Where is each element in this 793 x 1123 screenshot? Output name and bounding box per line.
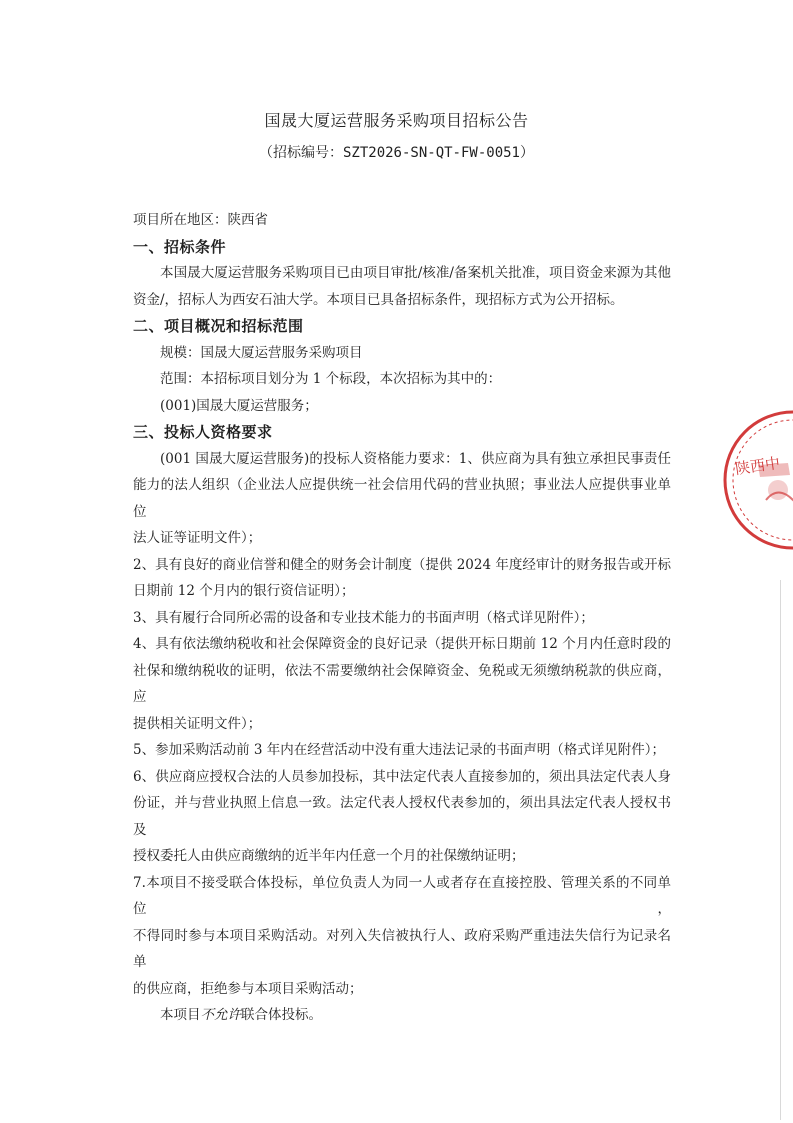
section-3-line-11: 6、供应商应授权合法的人员参加投标，其中法定代表人直接参加的，须出具法定代表人身	[133, 768, 671, 785]
section-3-line-8: 社保和缴纳税收的证明，依法不需要缴纳社会保障资金、免税或无须缴纳税款的供应商，应	[133, 662, 671, 705]
section-3-line-5: 日期前 12 个月内的银行资信证明）；	[133, 583, 355, 599]
section-3-line-14: 7.本项目不接受联合体投标，单位负责人为同一人或者存在直接控股、管理关系的不同单位，	[133, 874, 671, 917]
section-3-line-3: 法人证等证明文件）；	[133, 530, 262, 546]
section-3-line-2: 能力的法人组织（企业法人应提供统一社会信用代码的营业执照；事业法人应提供事业单位	[133, 477, 671, 520]
section-heading-3: 三、投标人资格要求	[133, 423, 273, 441]
section-1-line-2: 资金/，招标人为西安石油大学。本项目已具备招标条件，现招标方式为公开招标。	[133, 291, 624, 308]
section-3-line-10: 5、参加采购活动前 3 年内在经营活动中没有重大违法记录的书面声明（格式详见附件）；	[133, 742, 666, 758]
closing-prefix: 本项目	[160, 1007, 201, 1023]
page-edge-line	[780, 580, 781, 1120]
section-2-line-3: (001)国晟大厦运营服务；	[160, 397, 318, 414]
section-3-line-9: 提供相关证明文件）；	[133, 715, 262, 732]
section-1-line-1: 本国晟大厦运营服务采购项目已由项目审批/核准/备案机关批准，项目资金来源为其他	[160, 265, 671, 281]
closing-emphasis: 不允许	[200, 1007, 241, 1023]
seal-text: 陕西中	[734, 453, 782, 479]
section-2-line-2: 范围：本招标项目划分为 1 个标段，本次招标为其中的：	[160, 371, 502, 387]
section-3-line-1: (001 国晟大厦运营服务)的投标人资格能力要求：1、供应商为具有独立承担民事责任	[160, 450, 671, 467]
section-3-line-12: 份证，并与营业执照上信息一致。法定代表人授权代表参加的，须出具法定代表人授权书及	[133, 795, 671, 838]
closing-statement	[133, 1002, 671, 1029]
section-3-line-16: 的供应商，拒绝参与本项目采购活动；	[133, 980, 363, 997]
section-3-line-13: 授权委托人由供应商缴纳的近半年内任意一个月的社保缴纳证明；	[133, 848, 525, 864]
section-heading-2: 二、项目概况和招标范围	[133, 317, 304, 335]
closing-suffix: 联合体投标。	[241, 1007, 322, 1023]
official-seal	[718, 405, 793, 555]
section-2-line-1: 规模：国晟大厦运营服务采购项目	[160, 344, 363, 361]
document-title: 国晟大厦运营服务采购项目招标公告	[264, 111, 529, 130]
document-subtitle: （招标编号：SZT2026-SN-QT-FW-0051）	[258, 145, 534, 161]
section-3-line-15: 不得同时参与本项目采购活动。对列入失信被执行人、政府采购严重违法失信行为记录名单	[133, 927, 671, 970]
document-body	[133, 207, 671, 1029]
project-region: 项目所在地区：陕西省	[133, 212, 268, 228]
section-heading-1: 一、招标条件	[133, 237, 227, 256]
section-3-line-6: 3、具有履行合同所必需的设备和专业技术能力的书面声明（格式详见附件）；	[133, 609, 594, 626]
section-3-line-7: 4、具有依法缴纳税收和社会保障资金的良好记录（提供开标日期前 12 个月内任意时段的	[133, 636, 671, 652]
section-3-line-4: 2、具有良好的商业信誉和健全的财务会计制度（提供 2024 年度经审计的财务报告或开标	[133, 556, 671, 573]
